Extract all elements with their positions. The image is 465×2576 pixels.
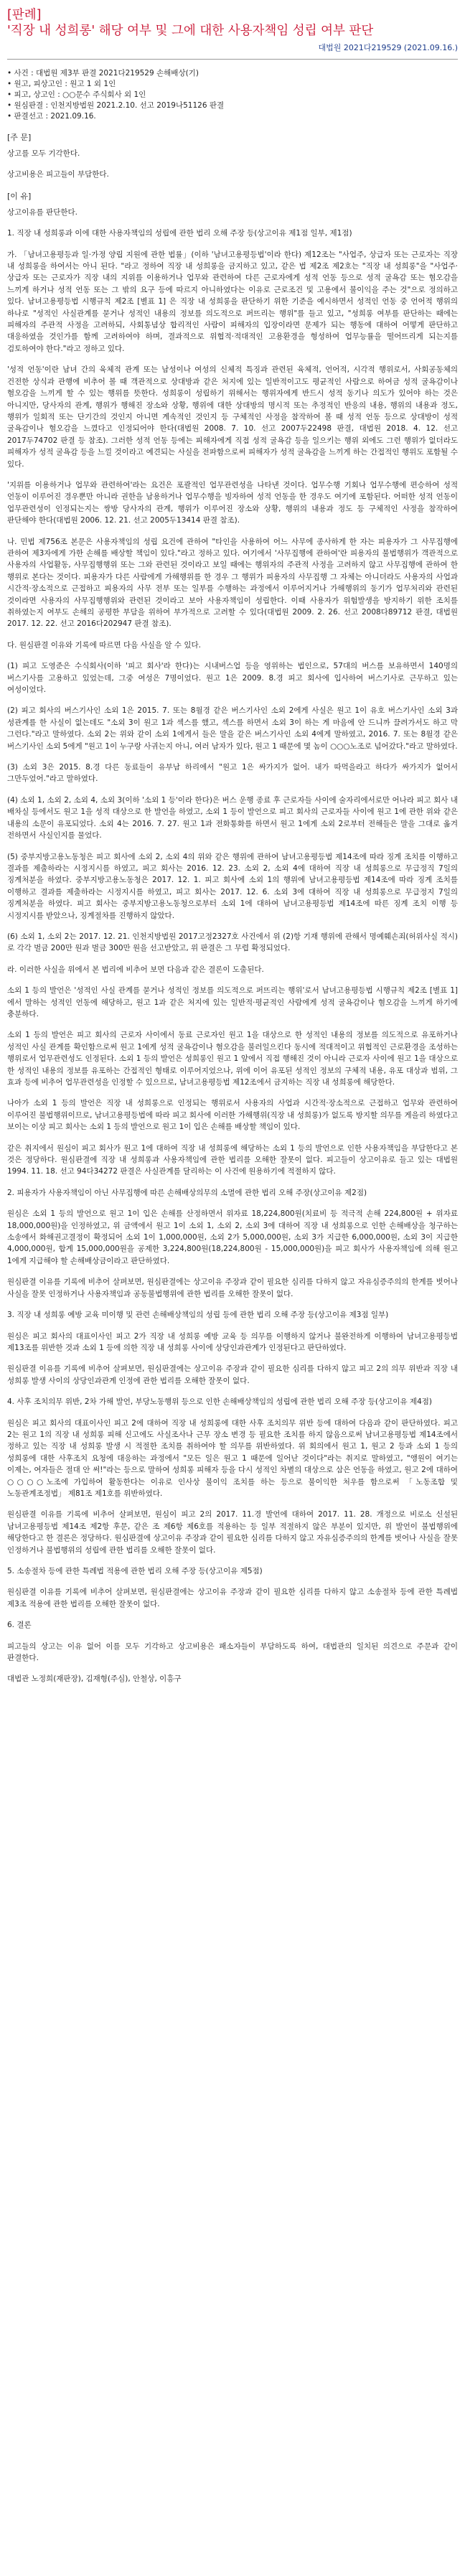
judgment-paragraph: 소외 1 등의 발언은 피고 회사의 근로자 사이에서 동료 근로자인 원고 1을 대상으로 한 성적인 내용의 정보를 의도적으로 유포하거나 성적인 사실 관계를 확인함으로써 원고 1에게 성적 굴욕감이나 혐오감을 불러일으킨다 동시에 적대적이고 위협적인 근로환경을 조성하는 행위로서 업무관련성도 인정된다. 소외 1 등의 발언은 성희롱인 원고 1 앞에서 직접 행해진 것이 아니라 근로자 사이에 원고 1을 대상으로 한 성적인 내용의 정보를 유포하는 간접적인 형태로 이루어지었으나, 위에 이어 유포된 성적인 정보의 구체적 내용, 유포 대상과 범위, 그 효과 등에 비추어 업무관련성을 인정할 수 있으므로, 남녀고용평등법 제12조에서 금지하는 직장 내 성희롱에 해당한다. bbox=[7, 1031, 458, 1087]
judgment-paragraph: (3) 소외 3은 2015. 8.경 다른 동료들이 유부남 하리에서 "원고 1은 싸가지가 없어. 내가 따먹을라고 하다가 싸가지가 없어서 그만두었어."라고 말하였다. bbox=[7, 763, 458, 784]
judgment-paragraph: 원심판결 이유를 기록에 비추어 살펴보면, 원심판결에는 상고이유 주장과 같이 필요한 심리를 다하지 않고 자유심증주의의 한계를 벗어나 사실을 잘못 인정하거나 사용자책임과 공동불법행위에 관한 법리를 오해한 잘못이 없다. bbox=[7, 1278, 458, 1298]
case-meta-list bbox=[7, 68, 458, 122]
judgment-paragraph: 상고이유를 판단한다. bbox=[7, 207, 78, 217]
judgment-paragraph: 가. 「남녀고용평등과 일·가정 양립 지원에 관한 법률」(이하 '남녀고용평등법'이라 한다) 제12조는 "사업주, 상급자 또는 근로자는 직장 내 성희롱을 하여서는 아니 된다. "라고 정하여 직장 내 성희롱을 금지하고 있고, 같은 법 제2조 제2호는 "직장 내 성희롱"을 "사업주·상급자 또는 근로자가 직장 내의 지위를 이용하거나 업무와 관련하여 다른 근로자에게 성적 언동 등으로 성적 굴욕감 또는 혐오감을 느끼게 하거나 성적 언동 또는 그 밖의 요구 등에 따르지 아니하였다는 이유로 근로조건 및 고용에서 불이익을 주는 것"으로 정의하고 있다. 남녀고용평등법 시행규칙 제2조 [별표 1] 은 직장 내 성희롱을 판단하기 위한 기준을 예시하면서 성적인 언동 중 언어적 행위의 하나로 "성적인 사실관계를 묻거나 성적인 내용의 정보를 의도적으로 퍼뜨리는 행위"를 들고 있고, "성희롱 여부를 판단하는 때에는 피해자의 주관적 사정을 고려하되, 사회통념상 합리적인 사람이 피해자의 입장이라면 문제가 되는 행동에 대하여 어떻게 판단하고 대응하였을 것인가를 함께 고려하여야 하며, 결과적으로 위협적·적대적인 고용환경을 형성하여 업무능률을 떨어뜨리게 되는지를 검토하여야 한다."라고 정하고 있다. bbox=[7, 250, 458, 353]
judgment-paragraph: 원심은 피고 회사의 대표이사인 피고 2에 대하여 직장 내 성희롱에 대한 사후 조치의무 위반 등에 대하여 다음과 같이 판단하였다. 피고 2는 원고 1의 직장 내 성희롱 피해 신고에도 사실조사나 근무 장소 변경 등 필요한 조치를 하지 않음으로써 남녀고용평등법 제14조에서 정하고 있는 직장 내 성희롱 발생 시 적절한 조치를 취하여야 할 의무를 위반하였다. 위 회의에서 원고 1, 원고 2 등과 소외 1 등의 성희롱에 대한 사후조치 요청에 대응하는 과정에서 "모든 일은 원고 1 때문에 일어난 것이다"라는 취지로 말하였고, "앵원이 여기는 이제는, 여자들은 절대 안 써!"라는 등으로 말하여 성희롱 피해자 등을 다시 성적인 차별의 대상으로 삼은 언동을 하였고, 원고 2에 대하여 ○○○○노조에 가입하여 활동한다는 이유로 인사상 불이익 조치를 하는 등으로 불이익한 처우를 함으로써 「노동조합 및 노동관계조정법」 제81조 제1호를 위반하였다. bbox=[7, 1418, 458, 1498]
order-heading: [주 문] bbox=[7, 133, 32, 142]
case-number-date: 대법원 2021다219529 (2021.09.16.) bbox=[318, 43, 458, 52]
judgment-paragraph: 소외 1 등의 발언은 '성적인 사실 관계를 묻거나 성적인 정보를 의도적으로 퍼뜨리는 행위'로서 남녀고용평등법 시행규칙 제2조 [별표 1]에서 말하는 성적인 언동에 해당하고, 원고 1과 같은 처지에 있는 일반적·평균적인 사람에게 성적 굴욕감이나 혐오감을 느끼게 하기에 충분하다. bbox=[7, 986, 458, 1018]
judgment-paragraph: 피고들의 상고는 이유 없어 이를 모두 기각하고 상고비용은 패소자들이 부담하도록 하여, 대법관의 일치된 의견으로 주문과 같이 판결한다. bbox=[7, 1641, 458, 1663]
reasons-heading: [이 유] bbox=[7, 191, 32, 201]
case-meta-item: • 원고, 피상고인 : 원고 1 외 1인 bbox=[7, 80, 116, 88]
judgment-paragraph: 원심판결 이유를 기록에 비추어 살펴보면, 원심판결에는 상고이유 주장과 같이 필요한 심리를 다하지 않고 피고 2의 의무 위반과 직장 내 성희롱 발생 사이의 상당인과관계 인정에 관한 법리를 오해한 잘못이 없다. bbox=[7, 1364, 458, 1385]
case-meta-item: • 피고, 상고인 : ○○문수 주식회사 외 1인 bbox=[7, 90, 146, 99]
judgment-paragraph: (2) 피고 회사의 버스기사인 소외 1은 2015. 7. 또는 8월경 같은 버스기사인 소외 2에게 사실은 원고 1이 유호 버스기사인 소외 3과 성관계를 한 사실이 없는데도 "소외 3이 원고 1과 섹스를 했고, 섹스를 하면서 소외 3이 하는 게 마음에 안 드니까 끌려가서도 하고 막 그런다."라고 말하였다. 소외 2는 위와 같이 소외 1에게서 들은 말을 같은 버스기사인 소외 4에게 말하였고, 2016. 7. 또는 8월경 같은 버스기사인 소외 5에게 "원고 1이 누구랑 사귀는지 아니, 여러 남자가 있다, 원고 1 때문에 몇 놈이 ○○○노조로 넘어갔다."라고 말하였다. bbox=[7, 706, 458, 751]
title-line-1: [판례] bbox=[7, 8, 42, 22]
judgment-paragraph: (6) 소외 1, 소외 2는 2017. 12. 21. 인천지방법원 2017고정2327호 사건에서 위 (2)항 기재 행위에 관해서 명예훼손죄(허위사실 적시)로 각각 벌금 200만 원과 벌금 300만 원을 선고받았고, 위 판결은 그 무렵 확정되었다. bbox=[7, 932, 458, 953]
judgment-paragraph: 원심판결 이유를 기록에 비추어 살펴보면, 원심판결에는 상고이유 주장과 같이 필요한 심리를 다하지 않고 소송절차 등에 관한 특례법 제3조 적용에 관한 법리를 오해한 잘못이 없다. bbox=[7, 1588, 458, 1608]
case-meta-item: • 사건 : 대법원 제3부 판결 2021다219529 손해배상(기) bbox=[7, 69, 199, 78]
judgment-paragraph: 같은 취지에서 원심이 피고 회사가 원고 1에 대하여 직장 내 성희롱에 해당하는 소외 1 등의 발언으로 인한 사용자책임을 부담한다고 본 것은 정당하다. 원심판결에 직장 내 성희롱과 사용자책임에 관한 법리를 오해한 잘못이 없다. 피고들이 상고이유로 들고 있는 대법원 1994. 11. 18. 선고 94다34272 판결은 사실관계를 달리하는 이 사건에 원용하기에 적절하지 않다. bbox=[7, 1143, 458, 1176]
judgment-paragraph: 3. 직장 내 성희롱 예방 교육 미이행 및 관련 손해배상책임의 성립 등에 관한 법리 오해 주장 등(상고이유 제3점 일부) bbox=[7, 1311, 389, 1320]
judgment-paragraph: (5) 중부지방고용노동청은 피고 회사에 소외 2, 소외 4의 위와 같은 행위에 관하여 남녀고용평등법 제14조에 따라 징계 조치를 이행하고 결과를 제출하라는 시정지시를 하였고, 피고 회사는 2016. 12. 23. 소외 2, 소외 4에 대하여 직장 내 성희롱으로 무급정직 7일의 징계처분을 하였다. 중부지방고용노동청은 2017. 12. 1. 피고 회사에 소외 1의 행위에 남녀고용평등법 제14조에 따라 징계 조치를 이행하고 결과를 제출하라는 시정지시를 하였고, 피고 회사는 2017. 12. 6. 소외 3에 대하여 직장 내 성희롱으로 무급정지 7일의 징계처분을 하였다. 피고 회사는 중부지방고용노동청으로부터 소외 1에 대하여 남녀고용평등법 제14조에 따른 징계 조치 이행 등 시정지시를 받았으나, 징계절차를 진행하지 않았다. bbox=[7, 852, 458, 920]
judgment-paragraph: 원심은 소외 1 등의 발언으로 원고 1이 입은 손해를 산정하면서 위자료 18,224,800원(치료비 등 적극적 손해 224,800원 + 위자료 18,000,000원)을 인정하였고, 위 금액에서 원고 1이 소외 1, 소외 2, 소외 3에 대하여 직장 내 성희롱으로 인한 손해배상을 청구하는 소송에서 화해권고결정이 확정되어 소외 1이 1,000,000원, 소외 2가 5,000,000원, 소외 3가 지급한 6,000,000원, 소외 3이 지급한 4,000,000원, 합계 15,000,000원을 공제한 3,224,800원(18,224,800원 - 15,000,000원)을 피고 회사가 사용자책임에 의해 원고 1에게 지급해야 할 손해배상금이라고 판단하였다. bbox=[7, 1209, 458, 1265]
judgment-paragraph: (4) 소외 1, 소외 2, 소외 4, 소외 3(이하 '소외 1 등'이라 한다)은 버스 운행 종료 후 근로자들 사이에 술자리에서로만 어나라 피고 회사 내 배차실 등에서도 원고 1을 성적 대상으로 한 발언을 하였고, 소외 1 등이 발언으로 피고 회사의 근로자들 사이에 원고 1에 관한 위와 같은 내용의 소문이 유포되었다. 소외 4는 2016. 7. 27. 원고 1과 전화통화를 하면서 원고 1에게 소외 2로부터 전해들은 말을 그대로 옮겨 전하면서 사실인지를 물었다. bbox=[7, 795, 458, 840]
judgment-paragraph: 대법관 노정희(재판장), 김재형(주심), 안철상, 이흥구 bbox=[7, 1675, 182, 1684]
judgment-paragraph: '지위를 이용하거나 업무와 관련하여'라는 요건은 포괄적인 업무관련성을 나타낸 것이다. 업무수행 기회나 업무수행에 편승하여 성적 언동이 이루어진 경우뿐만 아니라 권한을 남용하거나 업무수행을 빙자하여 성적 언동을 한 경우도 여기에 포함된다. 어떠한 성적 언동이 업무관련성이 인정되는지는 쌍방 당사자의 관계, 행위가 이루어진 장소와 상황, 행위의 내용과 정도 등 구체적인 사정을 참작하여 판단해야 한다(대법원 2006. 12. 21. 선고 2005두13414 판결 참조). bbox=[7, 480, 458, 525]
judgment-paragraph: 1. 직장 내 성희롱과 이에 대한 사용자책임의 성립에 관한 법리 오해 주장 등(상고이유 제1점 일부, 제1점) bbox=[7, 229, 352, 238]
judgment-paragraph: 라. 이러한 사실을 위에서 본 법리에 비추어 보면 다음과 같은 결론이 도출된다. bbox=[7, 965, 264, 974]
judgment-paragraph: 나아가 소외 1 등의 발언은 직장 내 성희롱으로 인정되는 행위로서 사용자의 사업과 시간적·장소적으로 근접하고 업무와 관련하여 이루어진 불법행위이므로, 남녀고용평등법에 따라 피고 회사에 이러한 가해행위(직장 내 성희롱)가 없도록 방지할 의무를 게을리 하였다고 보이는 이상 피고 회사는 소외 1 등의 발언으로 원고 1이 입은 손해를 배상할 책임이 있다. bbox=[7, 1099, 458, 1132]
judgment-paragraph: '성적 언동'이란 남녀 간의 육체적 관계 또는 남성이나 여성의 신체적 특징과 관련된 육체적, 언어적, 시각적 행위로서, 사회공동체의 건전한 상식과 관행에 비추어 볼 때 객관적으로 상대방과 같은 처지에 있는 일반적이고도 평균적인 사람으로 하여금 성적 굴욕감이나 혐오감을 느끼게 할 수 있는 행위를 뜻한다. 성희롱이 성립하기 위해서는 행위자에게 반드시 성적 동기나 의도가 있어야 하는 것은 아니지만, 당사자의 관계, 행위가 행해진 장소와 상황, 행위에 대한 상대방의 명시적 또는 추정적인 반응의 내용, 행위의 내용과 정도, 행위가 일회적 또는 단기간의 것인지 아니면 계속적인 것인지 등 구체적인 사정을 참작하여 볼 때 성적 언동 등으로 상대방이 성적 굴욕감이나 혐오감을 느꼈다고 인정되어야 한다(대법원 2008. 7. 10. 선고 2007두22498 판결, 대법원 2018. 4. 12. 선고 2017두74702 판결 등 참조). 그러한 성적 언동 등에는 피해자에게 직접 성적 굴욕감 등을 일으키는 행위 외에도 그런 행위가 없더라도 피해자가 성적 굴욕감 등을 느낄 것이라고 예견되는 사실을 전파함으로써 피해자가 성적 굴욕감을 느끼게 하는 간접적인 행위도 포함될 수 있다. bbox=[7, 365, 458, 469]
case-meta-item: • 판결선고 : 2021.09.16. bbox=[7, 112, 96, 121]
judgment-paragraph: 원심은 피고 회사의 대표이사인 피고 2가 직장 내 성희롱 예방 교육 등 의무를 이행하지 않거나 불완전하게 이행하여 남녀고용평등법 제13조를 위반한 것과 소외 1 등에 의한 직장 내 성희롱 사이에 상당인과관계가 인정된다고 판단하였다. bbox=[7, 1331, 458, 1352]
order-section bbox=[7, 148, 458, 181]
judgment-paragraph: 다. 원심판결 이유와 기록에 따르면 다음 사실을 알 수 있다. bbox=[7, 640, 202, 650]
judgment-paragraph: 5. 소송절차 등에 관한 특례법 적용에 관한 법리 오해 주장 등(상고이유 제5점) bbox=[7, 1567, 263, 1575]
case-meta-item: • 원심판결 : 인천지방법원 2021.2.10. 선고 2019나51126 판결 bbox=[7, 101, 225, 110]
title-line-2: '직장 내 성희롱' 해당 여부 및 그에 대한 사용자책임 성립 여부 판단 bbox=[7, 24, 374, 38]
title-divider bbox=[7, 59, 458, 60]
judgment-paragraph: 2. 피용자가 사용자책임이 아닌 사무집행에 따른 손해배상의무의 소멸에 관한 법리 오해 주장(상고이유 제2점) bbox=[7, 1188, 367, 1197]
judgment-paragraph: (1) 피고 도영준은 수식회사(이하 '피고 회사'라 한다)는 시내버스업 등을 영위하는 법인으로, 57대의 버스를 보유하면서 140명의 버스기사를 고용하고 있었는데, 그중 여성은 7명이었다. 원고 1은 2009. 8.경 피고 회사에 입사하여 버스기사로 근무하고 있는 여성이었다. bbox=[7, 662, 458, 695]
judgment-paragraph: 6. 결론 bbox=[7, 1621, 32, 1630]
judgment-paragraph: 나. 민법 제756조 본문은 사용자책임의 성립 요건에 관하여 "타인을 사용하여 어느 사무에 종사하게 한 자는 피용자가 그 사무집행에 관하여 제3자에게 가한 손해를 배상할 책임이 있다."라고 정하고 있다. 여기에서 '사무집행에 관하여'란 피용자의 불법행위가 객관적으로 사용자의 사업활동, 사무집행행위 또는 그와 관련된 것이라고 보일 때에는 행위자의 주관적 사정을 고려하지 않고 사무집행에 관하여 한 행위로 본다는 것이다. 피용자가 다른 사람에게 가해행위를 한 경우 그 행위가 피용자의 사무집행 그 자체는 아니더라도 사용자의 사업과 시간적·장소적으로 근접하고 피용자의 사무 전부 또는 일부를 수행하는 과정에서 이루어지거나 가해행위의 동기가 업무처리와 관련된 것이라면 사용자의 사무집행행위와 관련된 것이라고 보아 사용자책임이 성립한다. 이때 사용자가 위험발생을 방지하기 위한 조치를 취하였는지 여부도 손해의 공평한 부담을 위하여 부가적으로 고려할 수 있다(대법원 2009. 2. 26. 선고 2008다89712 판결, 대법원 2017. 12. 22. 선고 2016다202947 판결 참조). bbox=[7, 537, 458, 629]
order-line: 상고비용은 피고들이 부담한다. bbox=[7, 170, 109, 179]
article-title bbox=[7, 7, 458, 39]
reasons-body bbox=[7, 207, 458, 1685]
judgment-paragraph: 원심판결 이유를 기록에 비추어 살펴보면, 원심이 피고 2의 2017. 11.경 발언에 대하여 2017. 11. 28. 개정으로 비로소 신설된 남녀고용평등법 제14조 제2항 후문, 같은 조 제6항 제6호를 적용하는 등 일부 적절하지 않은 부분이 있지만, 위 발언이 불법행위에 해당한다고 한 결론은 정당하다. 원심판결에 상고이유 주장과 같이 필요한 심리를 다하지 않고 자유심증주의의 한계를 벗어나 사실을 잘못 인정하거나 불법행위의 성립에 관한 법리를 오해한 잘못이 없다. bbox=[7, 1510, 458, 1555]
order-line: 상고를 모두 기각한다. bbox=[7, 149, 80, 158]
judgment-paragraph: 4. 사후 조치의무 위반, 2차 가해 발언, 부당노동행위 등으로 인한 손해배상책임의 성립에 관한 법리 오해 주장 등(상고이유 제4점) bbox=[7, 1397, 432, 1407]
